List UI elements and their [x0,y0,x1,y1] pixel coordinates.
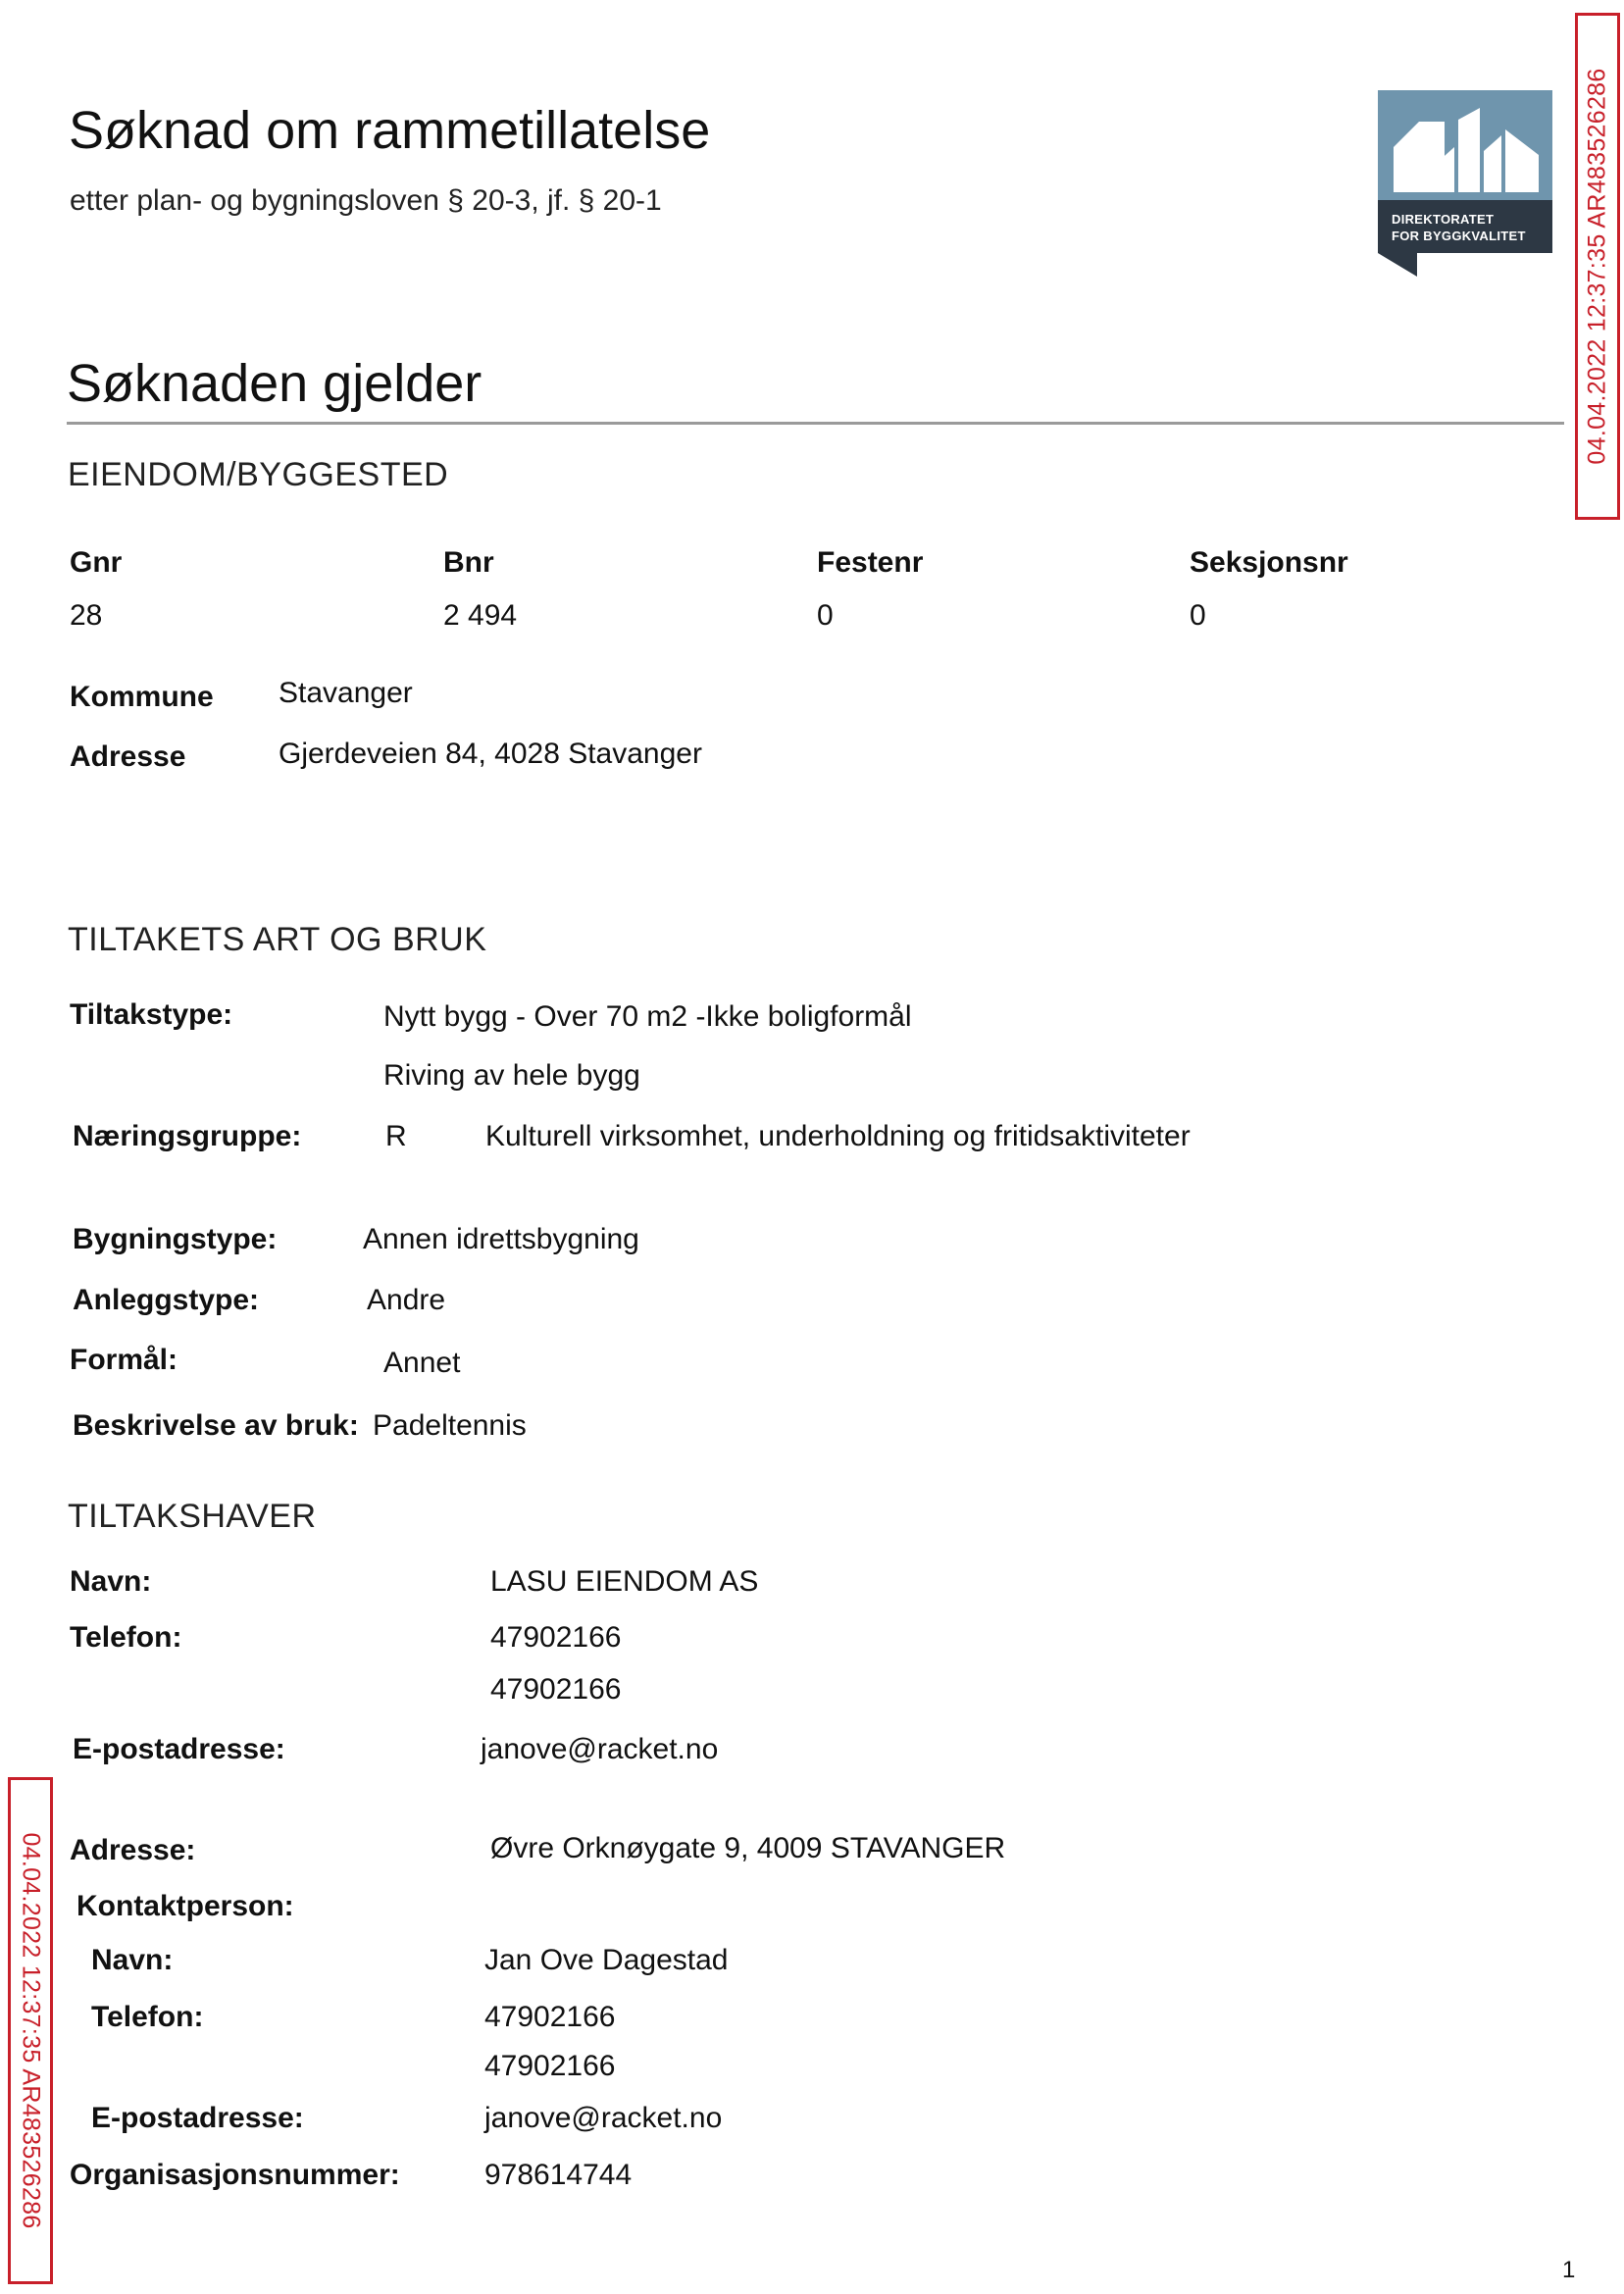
organisasjonsnummer-label: Organisasjonsnummer: [70,2159,400,2191]
page-number: 1 [1562,2257,1576,2283]
kontakt-navn-value: Jan Ove Dagestad [484,1944,729,1976]
naeringsgruppe-code: R [385,1120,407,1152]
organisasjonsnummer-value: 978614744 [484,2159,633,2191]
document-subtitle: etter plan- og bygningsloven § 20-3, jf. § 20-1 [70,184,662,217]
tiltakshaver-telefon-label: Telefon: [70,1621,182,1654]
beskrivelse-value: Padeltennis [373,1409,527,1442]
section-divider [67,422,1564,425]
bygningstype-label: Bygningstype: [73,1223,278,1255]
archive-stamp-left [8,1777,53,2284]
tiltakshaver-telefon-value-1: 47902166 [490,1621,622,1654]
tiltakshaver-adresse-label: Adresse: [70,1834,196,1866]
bnr-label: Bnr [443,546,494,579]
archive-stamp-top [1575,13,1620,520]
tiltakstype-value-2: Riving av hele bygg [383,1059,640,1092]
tiltakshaver-adresse-value: Øvre Orknøygate 9, 4009 STAVANGER [490,1832,1006,1864]
beskrivelse-label: Beskrivelse av bruk: [73,1409,359,1442]
kontaktperson-label: Kontaktperson: [76,1890,294,1922]
naeringsgruppe-value: Kulturell virksomhet, underholdning og fritidsaktiviteter [485,1120,1191,1152]
seksjonsnr-value: 0 [1190,599,1206,632]
kontakt-navn-label: Navn: [91,1944,174,1976]
property-heading: EIENDOM/BYGGESTED [68,456,449,493]
section-heading: Søknaden gjelder [67,354,482,413]
anleggstype-label: Anleggstype: [73,1284,260,1316]
tiltakstype-label: Tiltakstype: [70,998,233,1031]
festenr-value: 0 [817,599,834,632]
anleggstype-value: Andre [367,1284,446,1316]
naeringsgruppe-label: Næringsgruppe: [73,1120,302,1152]
document-title: Søknad om rammetillatelse [69,101,711,160]
bygningstype-value: Annen idrettsbygning [363,1223,639,1255]
tiltakshaver-epost-label: E-postadresse: [73,1733,285,1765]
adresse-value: Gjerdeveien 84, 4028 Stavanger [279,738,702,770]
tiltakshaver-navn-value: LASU EIENDOM AS [490,1565,759,1598]
adresse-label: Adresse [70,740,186,773]
dibk-logo [1378,90,1552,277]
logo-text-line2: FOR BYGGKVALITET [1392,229,1526,243]
gnr-value: 28 [70,599,103,632]
seksjonsnr-label: Seksjonsnr [1190,546,1348,579]
kontakt-epost-value: janove@racket.no [484,2102,723,2134]
kontakt-epost-label: E-postadresse: [91,2102,304,2134]
tiltak-heading: TILTAKETS ART OG BRUK [68,921,487,958]
festenr-label: Festenr [817,546,924,579]
kommune-label: Kommune [70,681,214,713]
archive-stamp-text: 04.04.2022 12:37:35 AR483526286 [17,1832,45,2229]
logo-text-line1: DIREKTORATET [1392,212,1495,227]
tiltakshaver-heading: TILTAKSHAVER [68,1498,317,1535]
tiltakshaver-navn-label: Navn: [70,1565,152,1598]
tiltakshaver-epost-value: janove@racket.no [481,1733,719,1765]
tiltakstype-value-1: Nytt bygg - Over 70 m2 -Ikke boligformål [383,1000,912,1033]
tiltakshaver-telefon-value-2: 47902166 [490,1673,622,1706]
formal-label: Formål: [70,1344,178,1376]
formal-value: Annet [383,1347,461,1379]
kontakt-telefon-value-2: 47902166 [484,2050,616,2082]
gnr-label: Gnr [70,546,123,579]
kontakt-telefon-value-1: 47902166 [484,2001,616,2033]
archive-stamp-text: 04.04.2022 12:37:35 AR483526286 [1583,68,1611,465]
kontakt-telefon-label: Telefon: [91,2001,204,2033]
bnr-value: 2 494 [443,599,518,632]
kommune-value: Stavanger [279,677,413,709]
